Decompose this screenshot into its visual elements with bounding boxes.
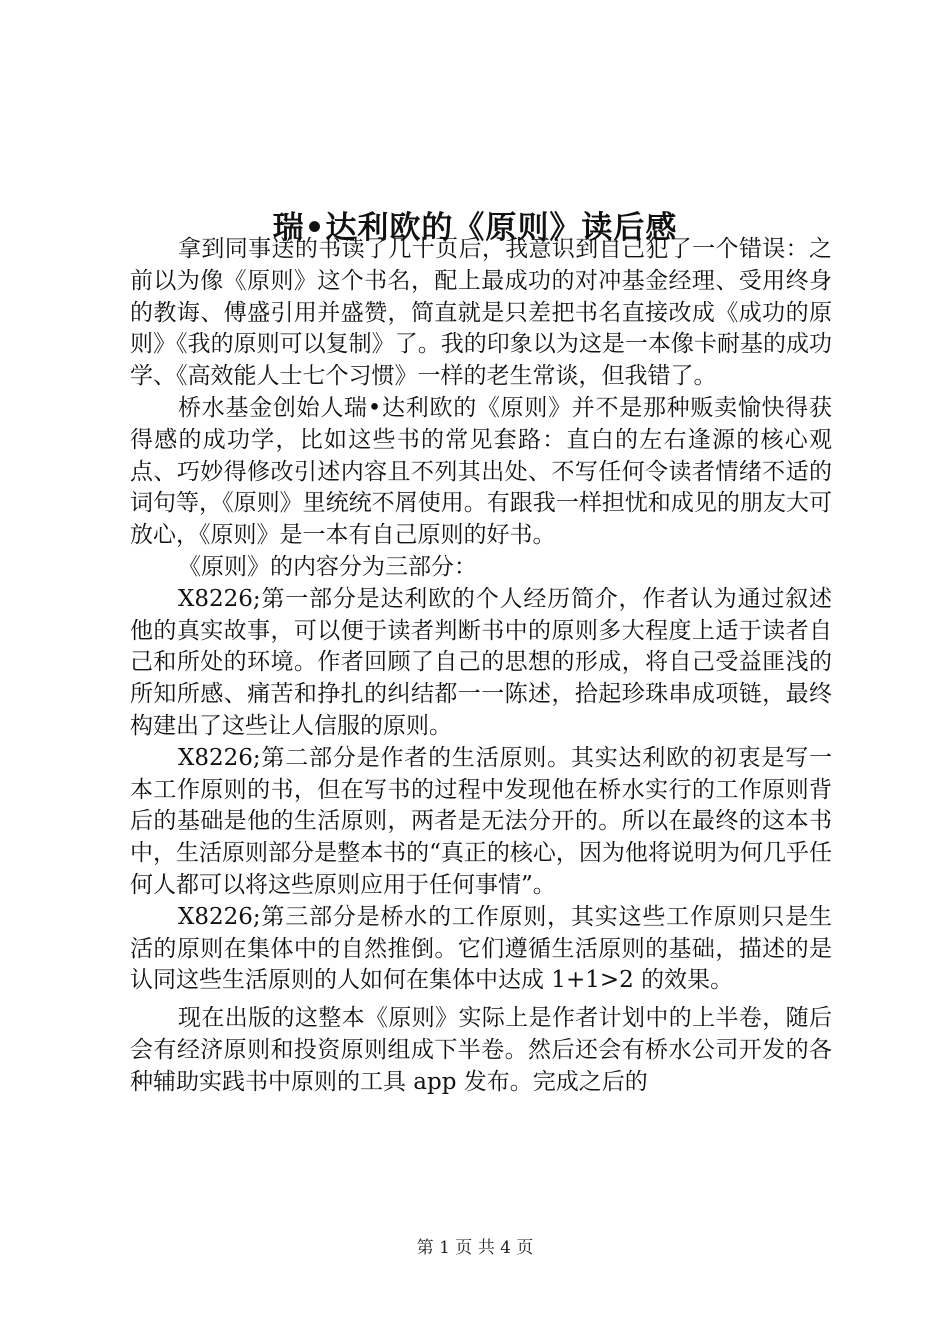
page-footer: 第 1 页 共 4 页 [416,1238,534,1258]
paragraph-book-description: 桥水基金创始人瑞•达利欧的《原则》并不是那种贩卖愉快得获得感的成功学，比如这些书的常见套路：直白的左右逢源的核心观点、巧妙得修改引述内容且不列其出处、不写任何令读者情绪不适的词句等，《原则》里统统不屑使用。有跟我一样担忧和成见的朋友大可放心，《原则》是一本有自己原则的好书。 [130,394,832,549]
document-title: 瑞•达利欧的《原则》读后感 [272,209,678,246]
paragraph-part-one: X8226;第一部分是达利欧的个人经历简介，作者认为通过叙述他的真实故事，可以便于读者判断书中的原则多大程度上适于读者自己和所处的环境。作者回顾了自己的思想的形成，将自己受益匪浅的所知所感、痛苦和挣扎的纠结都一一陈述，拾起珍珠串成项链，最终构建出了这些让人信服的原则。 [130,585,832,739]
paragraph-publication: 现在出版的这整本《原则》实际上是作者计划中的上半卷，随后会有经济原则和投资原则组成下半卷。然后还会有桥水公司开发的各种辅助实践书中原则的工具 app 发布。完成之后的 [130,1005,832,1095]
paragraph-part-two: X8226;第二部分是作者的生活原则。其实达利欧的初衷是写一本工作原则的书，但在写书的过程中发现他在桥水实行的工作原则背后的基础是他的生活原则，两者是无法分开的。所以在最终的这本书中，生活原则部分是整本书的“真正的核心，因为他将说明为何几乎任何人都可以将这些原则应用于任何事情”。 [130,744,832,898]
paragraph-intro: 拿到同事送的书读了几十页后，我意识到自己犯了一个错误：之前以为像《原则》这个书名，配上最成功的对冲基金经理、受用终身的教诲、傅盛引用并盛赞，简直就是只差把书名直接改成《成功的原则》《我的原则可以复制》了。我的印象以为这是一本像卡耐基的成功学、《高效能人士七个习惯》一样的老生常谈，但我错了。 [130,236,832,390]
paragraph-part-three: X8226;第三部分是桥水的工作原则，其实这些工作原则只是生活的原则在集体中的自然推倒。它们遵循生活原则的基础，描述的是认同这些生活原则的人如何在集体中达成 1+1>2 的效果。 [130,903,832,994]
paragraph-contents-heading: 《原则》的内容分为三部分： [178,553,477,580]
document-body [130,234,832,1099]
